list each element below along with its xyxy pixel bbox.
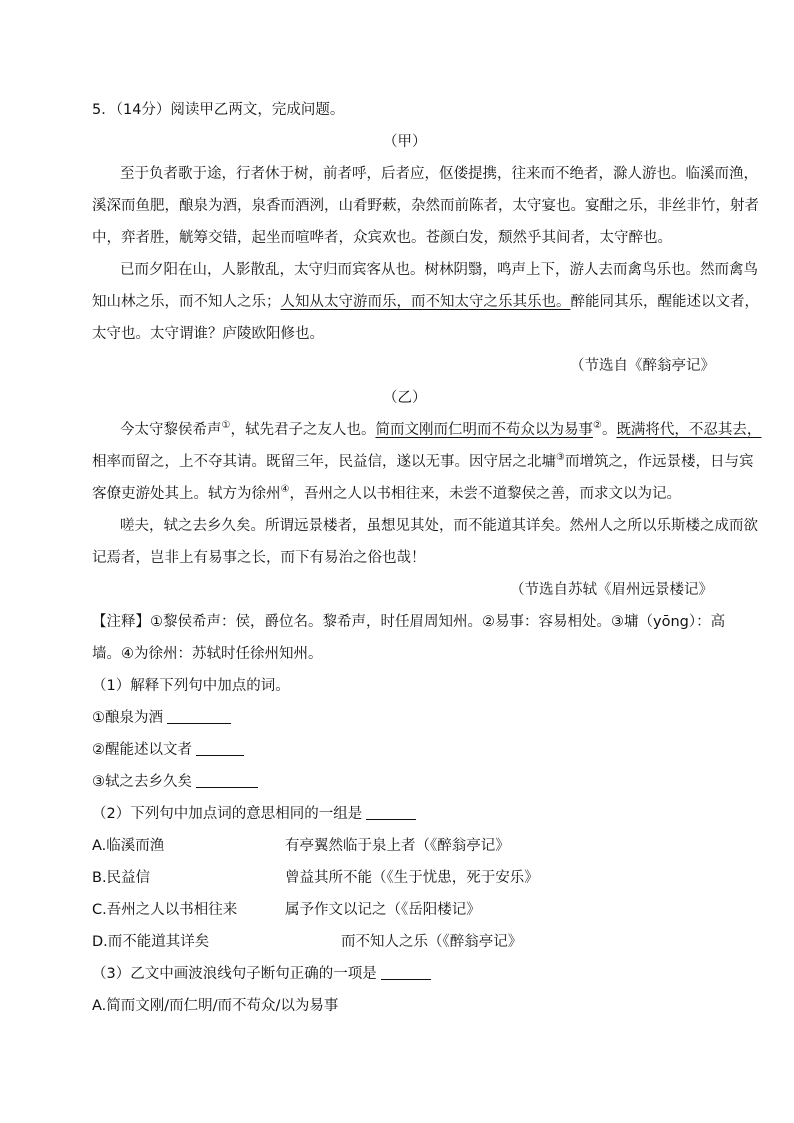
answer-blank[interactable]: [196, 773, 258, 788]
footnote-marker: ③: [556, 452, 565, 463]
jia-paragraph-1-line-3: 中，弈者胜，觥筹交错，起坐而喧哗者，众宾欢也。苍颜白发，颓然乎其间者，太守醉也。: [92, 230, 672, 246]
q2-option-d-right: 而不知人之乐（《醉翁亭记》: [341, 934, 523, 950]
q2-option-b-right: 曾益其所不能（《生于忧患，死于安乐》: [285, 870, 539, 886]
q1-item-c: [92, 772, 258, 792]
q1-item-text: ②醒能述以文者: [92, 742, 192, 758]
footnote-marker: ②: [592, 420, 602, 431]
underlined-sentence: 人知从太守游而乐，而不知太守之乐其乐也。: [280, 294, 571, 310]
yi-paragraph-1-line-2: [92, 452, 753, 472]
q1-item-text: ①酿泉为酒: [92, 710, 163, 726]
q2-option-b-left: B.民益信: [92, 870, 151, 886]
footnote-marker: ①: [221, 420, 231, 431]
yi-text: 而增筑之，作远景楼，日与宾: [564, 454, 754, 470]
q2-option-c-left: C.吾州之人以书相往来: [92, 902, 238, 918]
q2-option-d-left: D.而不能道其详矣: [92, 934, 210, 950]
answer-blank[interactable]: [366, 805, 416, 820]
yi-source: （节选自苏轼《眉州远景楼记》: [510, 582, 713, 598]
q2-option-a-right: 有亭翼然临于泉上者（《醉翁亭记》: [285, 838, 510, 854]
yi-text: ，吾州之人以书相往来，未尝不道黎侯之善，而求文以为记。: [289, 486, 681, 502]
q3-text: （3）乙文中画波浪线句子断句正确的一项是: [92, 966, 377, 982]
underlined-sentence: 既满将代，不忍其去，: [616, 422, 762, 438]
answer-blank[interactable]: [196, 741, 244, 756]
footnote-marker: ④: [280, 484, 290, 495]
notes-line-2: 墙。④为徐州：苏轼时任徐州知州。: [92, 646, 323, 662]
question-header: 5．（14分）阅读甲乙两文，完成问题。: [92, 102, 345, 118]
jia-text: 醉能同其乐，醒能述以文者，: [570, 294, 759, 310]
q2-option-c-right: 属予作文以记之（《岳阳楼记》: [285, 902, 481, 918]
q3-option-a: A.简而文刚/而仁明/而不苟众/以为易事: [92, 998, 339, 1014]
yi-text: 。: [601, 422, 617, 438]
answer-blank[interactable]: [167, 709, 231, 724]
jia-source: （节选自《醉翁亭记》: [570, 358, 715, 374]
subquestion-3: [92, 964, 431, 984]
q1-item-text: ③轼之去乡久矣: [92, 774, 192, 790]
notes-line-1: 【注释】①黎侯希声：侯，爵位名。黎希声，时任眉周知州。②易事：容易相处。③墉（yōng）：高: [92, 614, 726, 630]
jia-text: 知山林之乐，而不知人之乐；: [92, 294, 281, 310]
jia-paragraph-2-line-3: 太守也。太守谓谁？庐陵欧阳修也。: [92, 326, 324, 342]
yi-paragraph-1-line-3: [92, 484, 681, 504]
jia-paragraph-2-line-2: [92, 292, 759, 312]
yi-paragraph-2-line-2: 记焉者，岂非上有易事之长，而下有易治之俗也哉！: [92, 550, 426, 566]
jia-paragraph-1-line-1: 至于负者歌于途，行者休于树，前者呼，后者应，伛偻提携，往来而不绝者，滁人游也。临溪而渔，: [120, 166, 758, 182]
jia-paragraph-1-line-2: 溪深而鱼肥，酿泉为酒，泉香而酒洌，山肴野蔌，杂然而前陈者，太守宴也。宴酣之乐，非丝非竹，射者: [92, 198, 759, 214]
wavy-underlined-sentence: 简而文刚而仁明而不苟众以为易事: [375, 422, 593, 438]
yi-paragraph-1-line-1: [120, 420, 761, 440]
yi-text: 今太守黎侯希声: [120, 422, 222, 438]
yi-text: ，轼先君子之友人也。: [230, 422, 376, 438]
subquestion-1: （1）解释下列句中加点的词。: [92, 678, 290, 694]
yi-paragraph-2-line-1: 嗟夫，轼之去乡久矣。所谓远景楼者，虽想见其处，而不能道其详矣。然州人之所以乐斯楼之成而欲: [120, 518, 758, 534]
q1-item-a: [92, 708, 231, 728]
passage-jia-title: （甲）: [383, 134, 427, 150]
subquestion-2: [92, 804, 416, 824]
jia-paragraph-2-line-1: 已而夕阳在山，人影散乱，太守归而宾客从也。树林阴翳，鸣声上下，游人去而禽鸟乐也。然而禽鸟: [120, 262, 758, 278]
passage-yi-title: （乙）: [383, 390, 427, 406]
q2-text: （2）下列句中加点词的意思相同的一组是: [92, 806, 363, 822]
q1-item-b: [92, 740, 244, 760]
yi-text: 相率而留之，上不夺其请。既留三年，民益信，遂以无事。因守居之北墉: [92, 454, 556, 470]
q2-option-a-left: A.临溪而渔: [92, 838, 165, 854]
answer-blank[interactable]: [381, 965, 431, 980]
yi-text: 客僚吏游处其上。轼方为徐州: [92, 486, 281, 502]
